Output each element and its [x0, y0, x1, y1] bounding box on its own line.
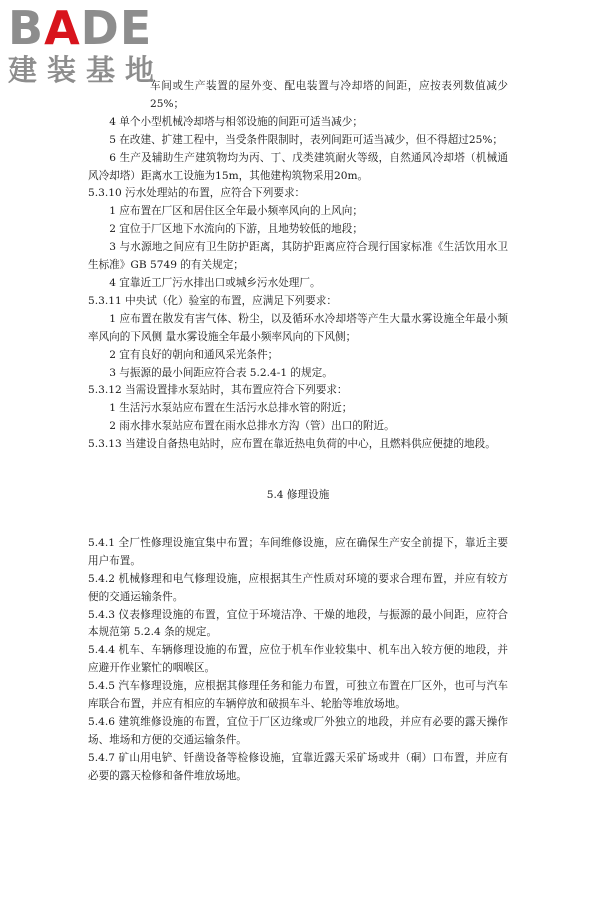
section-title: 5.4 修理设施 [266, 489, 330, 502]
clause-5-4-1: 5.4.1 全厂性修理设施宜集中布置；车间维修设施，应在确保生产安全前提下，靠近主要用户布置。 [88, 536, 508, 567]
bade-logo [8, 1, 198, 87]
clause-5-4-5: 5.4.5 汽车修理设施，应根据其修理任务和能力布置，可独立布置在厂区外，也可与汽车库联合布置，并应有相应的车辆停放和破损车斗、轮胎等堆放场地。 [88, 680, 508, 711]
list-item: 5 在改建、扩建工程中，当受条件限制时，表列间距可适当减少，但不得超过25%； [109, 133, 504, 146]
list-item: 3 与振源的最小间距应符合表 5.2.4-1 的规定。 [109, 366, 333, 379]
clause-5-4-4: 5.4.4 机车、车辆修理设施的布置，应位于机车作业较集中、机车出入较方便的地段，并应避开作业繁忙的咽喉区。 [88, 644, 508, 675]
clause-5-3-13: 5.3.13 当建设自备热电站时，应布置在靠近热电负荷的中心，且燃料供应便捷的地段。 [88, 438, 496, 451]
clause-heading-5-3-10: 5.3.10 污水处理站的布置，应符合下列要求： [88, 187, 306, 200]
list-item: 3 与水源地之间应有卫生防护距离，其防护距离应符合现行国家标准《生活饮用水卫生标准》GB 5749 的有关规定； [88, 241, 508, 272]
clause-5-4-2: 5.4.2 机械修理和电气修理设施，应根据其生产性质对环境的要求合理布置，并应有较方便的交通运输条件。 [88, 572, 508, 603]
logo-letter-a-accent: A [44, 1, 81, 55]
clause-heading-5-3-11: 5.3.11 中央试（化）验室的布置，应满足下列要求： [88, 294, 337, 307]
list-item: 6 生产及辅助生产建筑物均为丙、丁、戊类建筑耐火等级，自然通风冷却塔（机械通风冷却塔）距离水工设施为15m，其他建构筑物采用20m。 [88, 151, 508, 182]
list-item: 1 应布置在厂区和居住区全年最小频率风向的上风向； [109, 205, 363, 218]
logo-letter-b: B [8, 1, 45, 55]
paragraph: 车间或生产装置的屋外变、配电装置与冷却塔的间距，应按表列数值减少25%； [150, 80, 508, 110]
logo-letters-de: DE [80, 1, 153, 55]
document-body [88, 78, 508, 786]
clause-5-4-6: 5.4.6 建筑维修设施的布置，宜位于厂区边缘或厂外独立的地段，并应有必要的露天操作场、堆场和方便的交通运输条件。 [88, 716, 508, 746]
list-item: 2 宜位于厂区地下水流向的下游，且地势较低的地段； [109, 223, 363, 236]
list-item: 1 生活污水泵站应布置在生活污水总排水管的附近； [109, 402, 353, 415]
clause-heading-5-3-12: 5.3.12 当需设置排水泵站时，其布置应符合下列要求： [88, 384, 348, 397]
list-item: 2 雨水排水泵站应布置在雨水总排水方沟（管）出口的附近。 [109, 420, 395, 433]
logo-wordmark [8, 1, 198, 55]
list-item: 4 单个小型机械冷却塔与相邻设施的间距可适当减少； [109, 115, 363, 128]
clause-5-4-7: 5.4.7 矿山用电铲、钎凿设备等检修设施，宜靠近露天采矿场或井（硐）口布置，并应有必要的露天检修和备件堆放场地。 [88, 751, 508, 782]
logo-cjk-text: 建装基地 [8, 53, 165, 87]
clause-5-4-3: 5.4.3 仪表修理设施的布置，宜位于环境洁净、干燥的地段，与振源的最小间距，应符合本规范第 5.2.4 条的规定。 [88, 608, 508, 639]
list-item: 1 应布置在散发有害气体、粉尘，以及循环水冷却塔等产生大量水雾设施全年最小频率风向的下风侧 量水雾设施全年最小频率风向的下风侧； [88, 312, 508, 343]
list-item: 4 宜靠近工厂污水排出口或城乡污水处理厂。 [109, 276, 321, 289]
list-item: 2 宜有良好的朝向和通风采光条件； [109, 348, 279, 361]
